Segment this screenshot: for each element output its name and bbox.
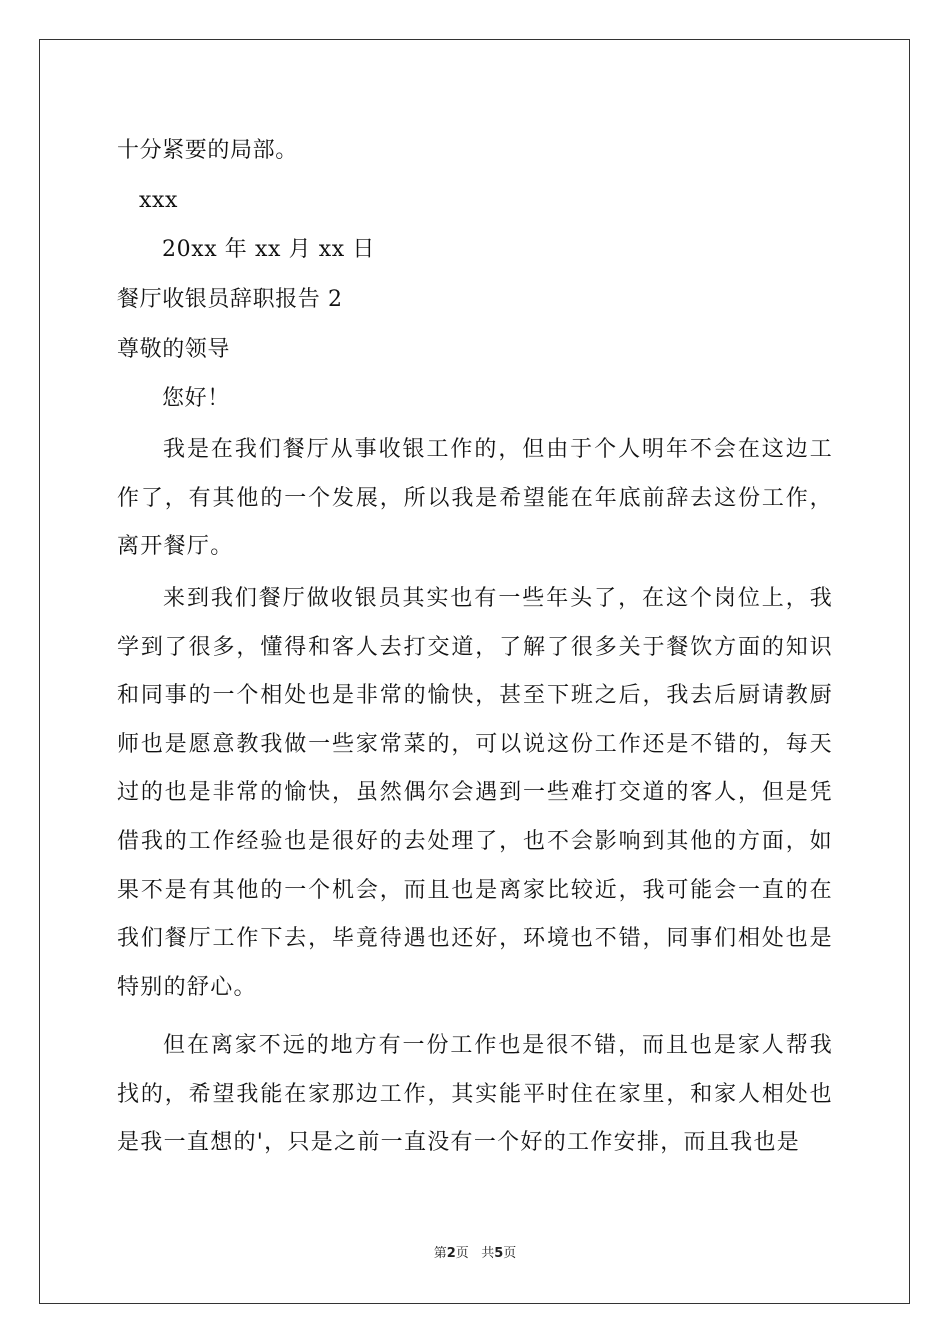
page-current: 2 [446, 1246, 456, 1261]
paragraph-2: 来到我们餐厅做收银员其实也有一些年头了，在这个岗位上，我学到了很多，懂得和客人去打交道，了解了很多关于餐饮方面的知识和同事的一个相处也是非常的愉快，甚至下班之后，我去后厨请教厨师也是愿意教我做一些家常菜的，可以说这份工作还是不错的，每天过的也是非常的愉快，虽然偶尔会遇到一些难打交道的客人，但是凭借我的工作经验也是很好的去处理了，也不会影响到其他的方面，如果不是有其他的一个机会，而且也是离家比较近，我可能会一直的在我们餐厅工作下去，毕竟待遇也还好，环境也不错，同事们相处也是特别的舒心。 [117, 586, 833, 1000]
continuation-line: 十分紧要的局部。 [117, 138, 298, 163]
signature: xxx [139, 188, 179, 213]
page-total: 5 [494, 1246, 504, 1261]
page-prefix: 第 [433, 1246, 447, 1261]
total-prefix: 共 [481, 1246, 495, 1261]
date-line: 20xx 年 xx 月 xx 日 [162, 237, 376, 262]
total-suffix: 页 [503, 1246, 517, 1261]
document-title: 餐厅收银员辞职报告 2 [117, 287, 343, 312]
page-suffix: 页 [455, 1246, 469, 1261]
page-footer [0, 1246, 950, 1262]
greeting: 您好！ [162, 386, 230, 411]
paragraph-1: 我是在我们餐厅从事收银工作的，但由于个人明年不会在这边工作了，有其他的一个发展，所以我是希望能在年底前辞去这份工作，离开餐厅。 [117, 437, 833, 560]
paragraph-3: 但在离家不远的地方有一份工作也是很不错，而且也是家人帮我找的，希望我能在家那边工作，其实能平时住在家里，和家人相处也是我一直想的'，只是之前一直没有一个好的工作安排，而且我也是 [117, 1033, 833, 1156]
salutation: 尊敬的领导 [117, 337, 231, 362]
